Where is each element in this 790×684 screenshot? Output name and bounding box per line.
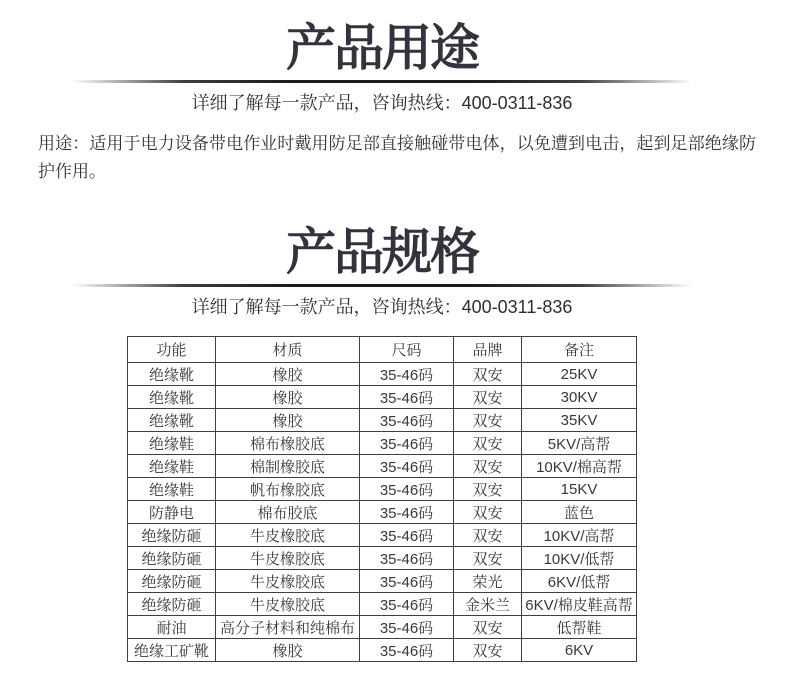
table-row [128, 570, 637, 593]
table-cell: 绝缘防砸 [128, 524, 216, 547]
table-row [128, 593, 637, 616]
table-cell: 绝缘鞋 [128, 455, 216, 478]
table-cell: 35-46码 [360, 501, 454, 524]
table-cell: 绝缘鞋 [128, 478, 216, 501]
table-cell: 35KV [522, 409, 637, 432]
table-cell: 双安 [454, 639, 522, 662]
table-cell: 双安 [454, 478, 522, 501]
table-cell: 橡胶 [216, 639, 360, 662]
table-cell: 高分子材料和纯棉布 [216, 616, 360, 639]
table-cell: 牛皮橡胶底 [216, 524, 360, 547]
table-cell: 35-46码 [360, 432, 454, 455]
table-cell: 金米兰 [454, 593, 522, 616]
usage-section [0, 0, 764, 186]
usage-section-title: 产品用途 [286, 20, 478, 76]
table-cell: 低帮鞋 [522, 616, 637, 639]
spec-table-header-row [128, 337, 637, 363]
table-cell: 绝缘防砸 [128, 547, 216, 570]
table-cell: 35-46码 [360, 409, 454, 432]
table-cell: 35-46码 [360, 363, 454, 386]
column-header: 材质 [216, 337, 360, 363]
spec-table-body [128, 363, 637, 662]
specs-section [0, 186, 764, 662]
table-cell: 双安 [454, 409, 522, 432]
table-cell: 双安 [454, 501, 522, 524]
table-cell: 30KV [522, 386, 637, 409]
table-cell: 橡胶 [216, 409, 360, 432]
table-cell: 棉布橡胶底 [216, 432, 360, 455]
table-cell: 35-46码 [360, 616, 454, 639]
table-cell: 35-46码 [360, 478, 454, 501]
table-cell: 35-46码 [360, 524, 454, 547]
table-cell: 双安 [454, 363, 522, 386]
divider-line [72, 80, 692, 83]
table-cell: 防静电 [128, 501, 216, 524]
table-cell: 双安 [454, 547, 522, 570]
table-row [128, 363, 637, 386]
table-cell: 牛皮橡胶底 [216, 570, 360, 593]
table-row [128, 455, 637, 478]
table-cell: 35-46码 [360, 455, 454, 478]
table-cell: 双安 [454, 432, 522, 455]
table-cell: 35-46码 [360, 547, 454, 570]
table-cell: 双安 [454, 616, 522, 639]
table-cell: 帆布橡胶底 [216, 478, 360, 501]
table-cell: 10KV/高帮 [522, 524, 637, 547]
table-row [128, 409, 637, 432]
table-cell: 35-46码 [360, 593, 454, 616]
table-cell: 橡胶 [216, 386, 360, 409]
table-cell: 绝缘靴 [128, 363, 216, 386]
table-cell: 棉布胶底 [216, 501, 360, 524]
table-row [128, 616, 637, 639]
table-cell: 6KV [522, 639, 637, 662]
table-row [128, 524, 637, 547]
usage-hotline-text: 详细了解每一款产品，咨询热线：400-0311-836 [191, 93, 573, 113]
table-cell: 绝缘靴 [128, 409, 216, 432]
specs-hotline-text: 详细了解每一款产品，咨询热线：400-0311-836 [191, 297, 573, 317]
table-cell: 35-46码 [360, 639, 454, 662]
table-cell: 耐油 [128, 616, 216, 639]
column-header: 品牌 [454, 337, 522, 363]
table-cell: 绝缘靴 [128, 386, 216, 409]
table-cell: 10KV/棉高帮 [522, 455, 637, 478]
table-cell: 6KV/棉皮鞋高帮 [522, 593, 637, 616]
column-header: 功能 [128, 337, 216, 363]
table-row [128, 432, 637, 455]
table-row [128, 547, 637, 570]
table-cell: 5KV/高帮 [522, 432, 637, 455]
table-row [128, 386, 637, 409]
column-header: 尺码 [360, 337, 454, 363]
column-header: 备注 [522, 337, 637, 363]
table-cell: 牛皮橡胶底 [216, 593, 360, 616]
table-row [128, 478, 637, 501]
table-cell: 绝缘防砸 [128, 570, 216, 593]
table-row [128, 639, 637, 662]
table-row [128, 501, 637, 524]
table-cell: 橡胶 [216, 363, 360, 386]
table-cell: 绝缘鞋 [128, 432, 216, 455]
divider-line [72, 284, 692, 287]
table-cell: 绝缘防砸 [128, 593, 216, 616]
spec-table [127, 336, 637, 662]
table-cell: 双安 [454, 455, 522, 478]
table-cell: 15KV [522, 478, 637, 501]
table-cell: 牛皮橡胶底 [216, 547, 360, 570]
table-cell: 蓝色 [522, 501, 637, 524]
table-cell: 25KV [522, 363, 637, 386]
specs-section-title: 产品规格 [286, 224, 478, 280]
table-cell: 双安 [454, 524, 522, 547]
table-cell: 35-46码 [360, 386, 454, 409]
table-cell: 35-46码 [360, 570, 454, 593]
table-cell: 棉制橡胶底 [216, 455, 360, 478]
table-cell: 绝缘工矿靴 [128, 639, 216, 662]
table-cell: 荣光 [454, 570, 522, 593]
table-cell: 6KV/低帮 [522, 570, 637, 593]
table-cell: 10KV/低帮 [522, 547, 637, 570]
table-cell: 双安 [454, 386, 522, 409]
usage-description: 用途：适用于电力设备带电作业时戴用防足部直接触碰带电体，以免遭到电击，起到足部绝缘防护作用。 [38, 134, 756, 181]
